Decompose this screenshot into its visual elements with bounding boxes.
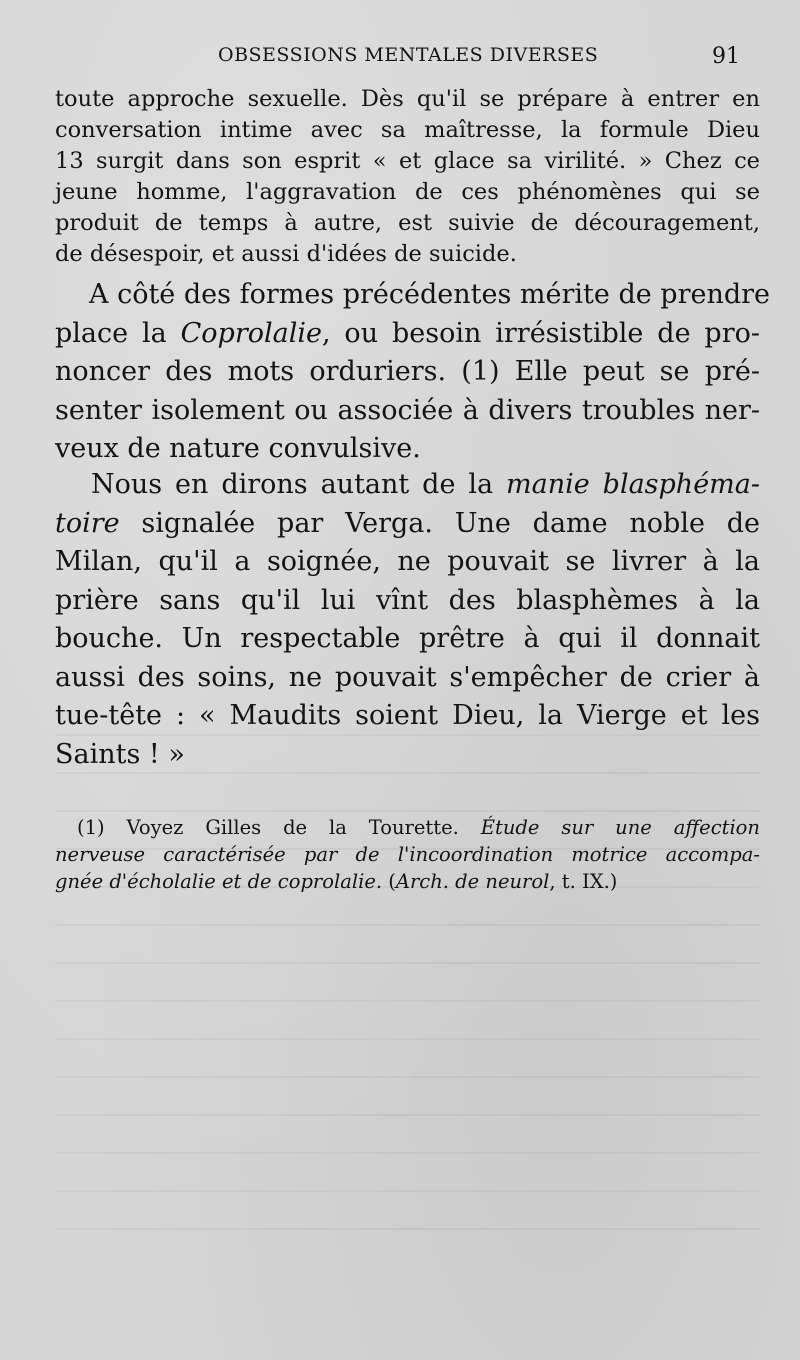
italic-term: manie blasphéma- (506, 469, 761, 500)
footnote-line (55, 841, 760, 868)
text-line: veux de nature convulsive. (55, 433, 421, 464)
text-line: prière sans qu'il lui vînt des blasphèmes à la (55, 584, 760, 616)
text-line: aussi des soins, ne pouvait s'empêcher de crier à (55, 661, 760, 693)
text-line: conversation intime avec sa maîtresse, la formule Dieu (55, 117, 760, 143)
text-line: A côté des formes précédentes mérite de prendre (89, 279, 771, 310)
footnote (55, 814, 760, 895)
paragraph-2 (55, 276, 771, 469)
paragraph-3 (55, 466, 760, 774)
text-run: Nous en dirons autant de la (91, 469, 507, 500)
text-line: de désespoir, et aussi d'idées de suicide. (55, 241, 517, 267)
text-line: senter isolement ou associée à divers troubles ner- (55, 394, 760, 426)
italic-title: nerveuse caractérisée par de l'incoordination motrice accompa- (55, 843, 760, 866)
italic-term: toire (55, 507, 120, 539)
text-line: Saints ! » (55, 738, 185, 770)
text-line: 13 surgit dans son esprit « et glace sa virilité. » Chez ce (55, 148, 760, 174)
text-line (55, 505, 760, 544)
footnote-line (55, 814, 760, 841)
italic-term: Coprolalie (180, 317, 322, 349)
text-line: tue-tête : « Maudits soient Dieu, la Vierge et les (55, 700, 760, 731)
text-line: noncer des mots orduriers. (1) Elle peut se pré- (55, 356, 760, 387)
text-run: ( (382, 870, 396, 893)
footnote-line (55, 868, 760, 895)
text-run: , t. IX.) (549, 870, 618, 893)
text-line (55, 315, 760, 354)
page-number: 91 (712, 44, 740, 69)
text-line: produit de temps à autre, est suivie de découragement, (55, 210, 760, 236)
text-run: (1) Voyez Gilles de la Tourette. (77, 816, 481, 839)
italic-title: gnée d'écholalie et de coprolalie. (55, 870, 383, 893)
text-line: toute approche sexuelle. Dès qu'il se prépare à entrer en (55, 86, 760, 112)
text-run: signalée par Verga. Une dame noble de (119, 507, 760, 539)
text-line: jeune homme, l'aggravation de ces phénomènes qui se (55, 179, 760, 205)
running-head: OBSESSIONS MENTALES DIVERSES (218, 44, 599, 66)
text-line: bouche. Un respectable prêtre à qui il donnait (55, 623, 760, 654)
text-line (55, 466, 760, 505)
bleed-through-texture (55, 730, 760, 1230)
page-header (0, 44, 800, 72)
italic-journal: Arch. de neurol (395, 870, 550, 893)
paragraph-1 (55, 84, 760, 270)
italic-title: Étude sur une affection (480, 816, 760, 839)
text-line: Milan, qu'il a soignée, ne pouvait se livrer à la (55, 546, 760, 577)
text-run: place la (55, 317, 181, 349)
text-run: , ou besoin irrésistible de pro- (321, 317, 761, 349)
